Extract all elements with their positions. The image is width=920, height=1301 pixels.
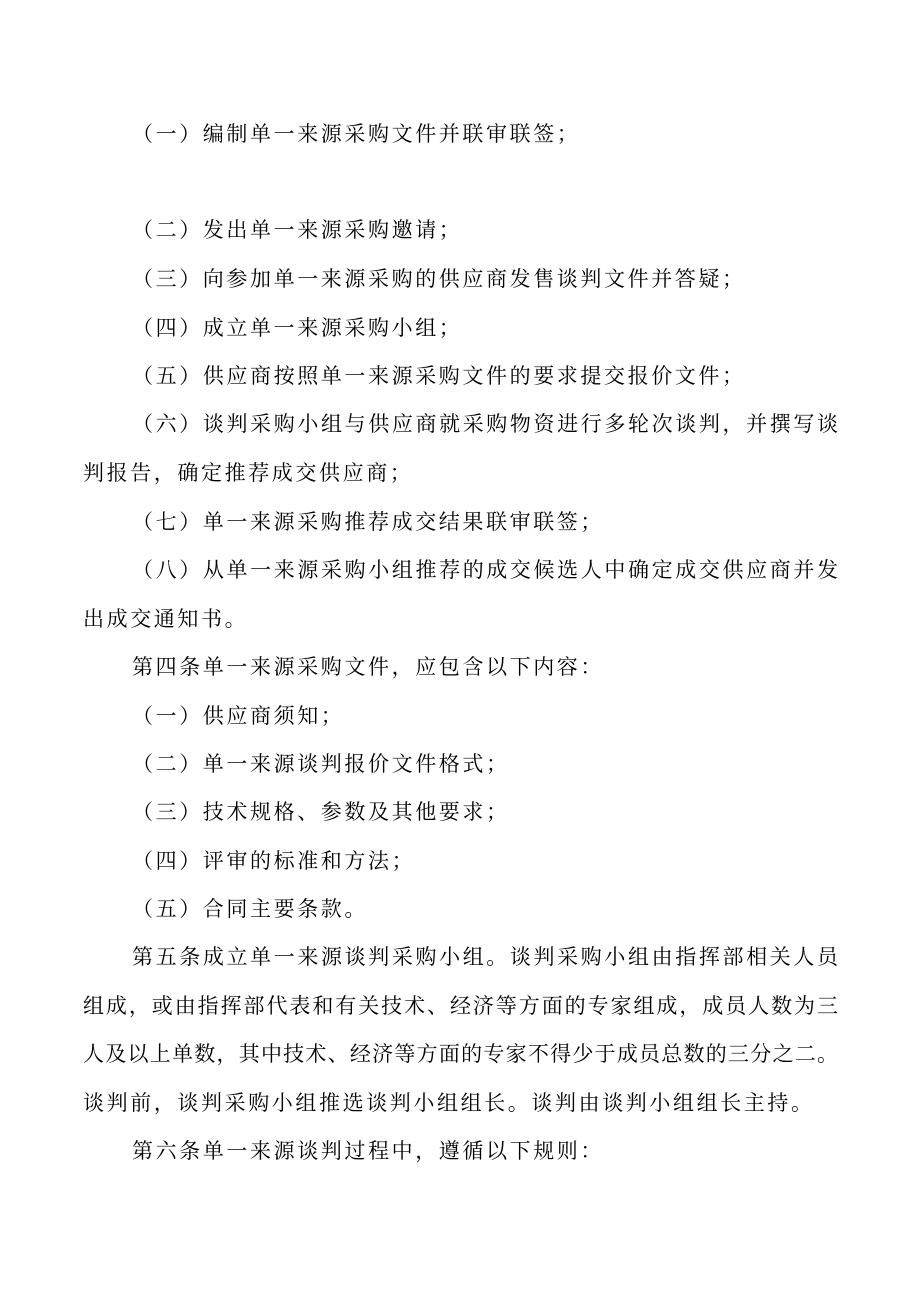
article-4-item-2: （二）单一来源谈判报价文件格式； — [132, 752, 510, 776]
clause-step-1: （一）编制单一来源采购文件并联审联签； — [132, 122, 581, 146]
clause-step-2: （二）发出单一来源采购邀请； — [132, 218, 463, 242]
article-5-line-2: 组成，或由指挥部代表和有关技术、经济等方面的专家组成，成员人数为三 — [83, 994, 838, 1018]
clause-step-4: （四）成立单一来源采购小组； — [132, 316, 463, 340]
article-4-item-3: （三）技术规格、参数及其他要求； — [132, 800, 510, 824]
article-4-heading: 第四条单一来源采购文件，应包含以下内容： — [132, 655, 604, 679]
clause-step-3: （三）向参加单一来源采购的供应商发售谈判文件并答疑； — [132, 267, 746, 291]
clause-step-6-line-1: （六）谈判采购小组与供应商就采购物资进行多轮次谈判，并撰写谈 — [132, 412, 838, 436]
clause-step-7: （七）单一来源采购推荐成交结果联审联签； — [132, 510, 604, 534]
article-5-line-4: 谈判前，谈判采购小组推选谈判小组组长。谈判由谈判小组组长主持。 — [83, 1091, 815, 1115]
article-4-item-5: （五）合同主要条款。 — [132, 897, 368, 921]
article-4-item-4: （四）评审的标准和方法； — [132, 849, 416, 873]
clause-step-5: （五）供应商按照单一来源采购文件的要求提交报价文件； — [132, 364, 746, 388]
article-6-heading: 第六条单一来源谈判过程中，遵循以下规则： — [132, 1139, 604, 1163]
clause-step-8-line-2: 出成交通知书。 — [83, 607, 249, 631]
article-5-line-1: 第五条成立单一来源谈判采购小组。谈判采购小组由指挥部相关人员 — [132, 945, 838, 969]
article-5-line-3: 人及以上单数，其中技术、经济等方面的专家不得少于成员总数的三分之二。 — [83, 1042, 838, 1066]
clause-step-8-line-1: （八）从单一来源采购小组推荐的成交候选人中确定成交供应商并发 — [132, 558, 838, 582]
clause-step-6-line-2: 判报告，确定推荐成交供应商； — [83, 461, 414, 485]
article-4-item-1: （一）供应商须知； — [132, 704, 345, 728]
